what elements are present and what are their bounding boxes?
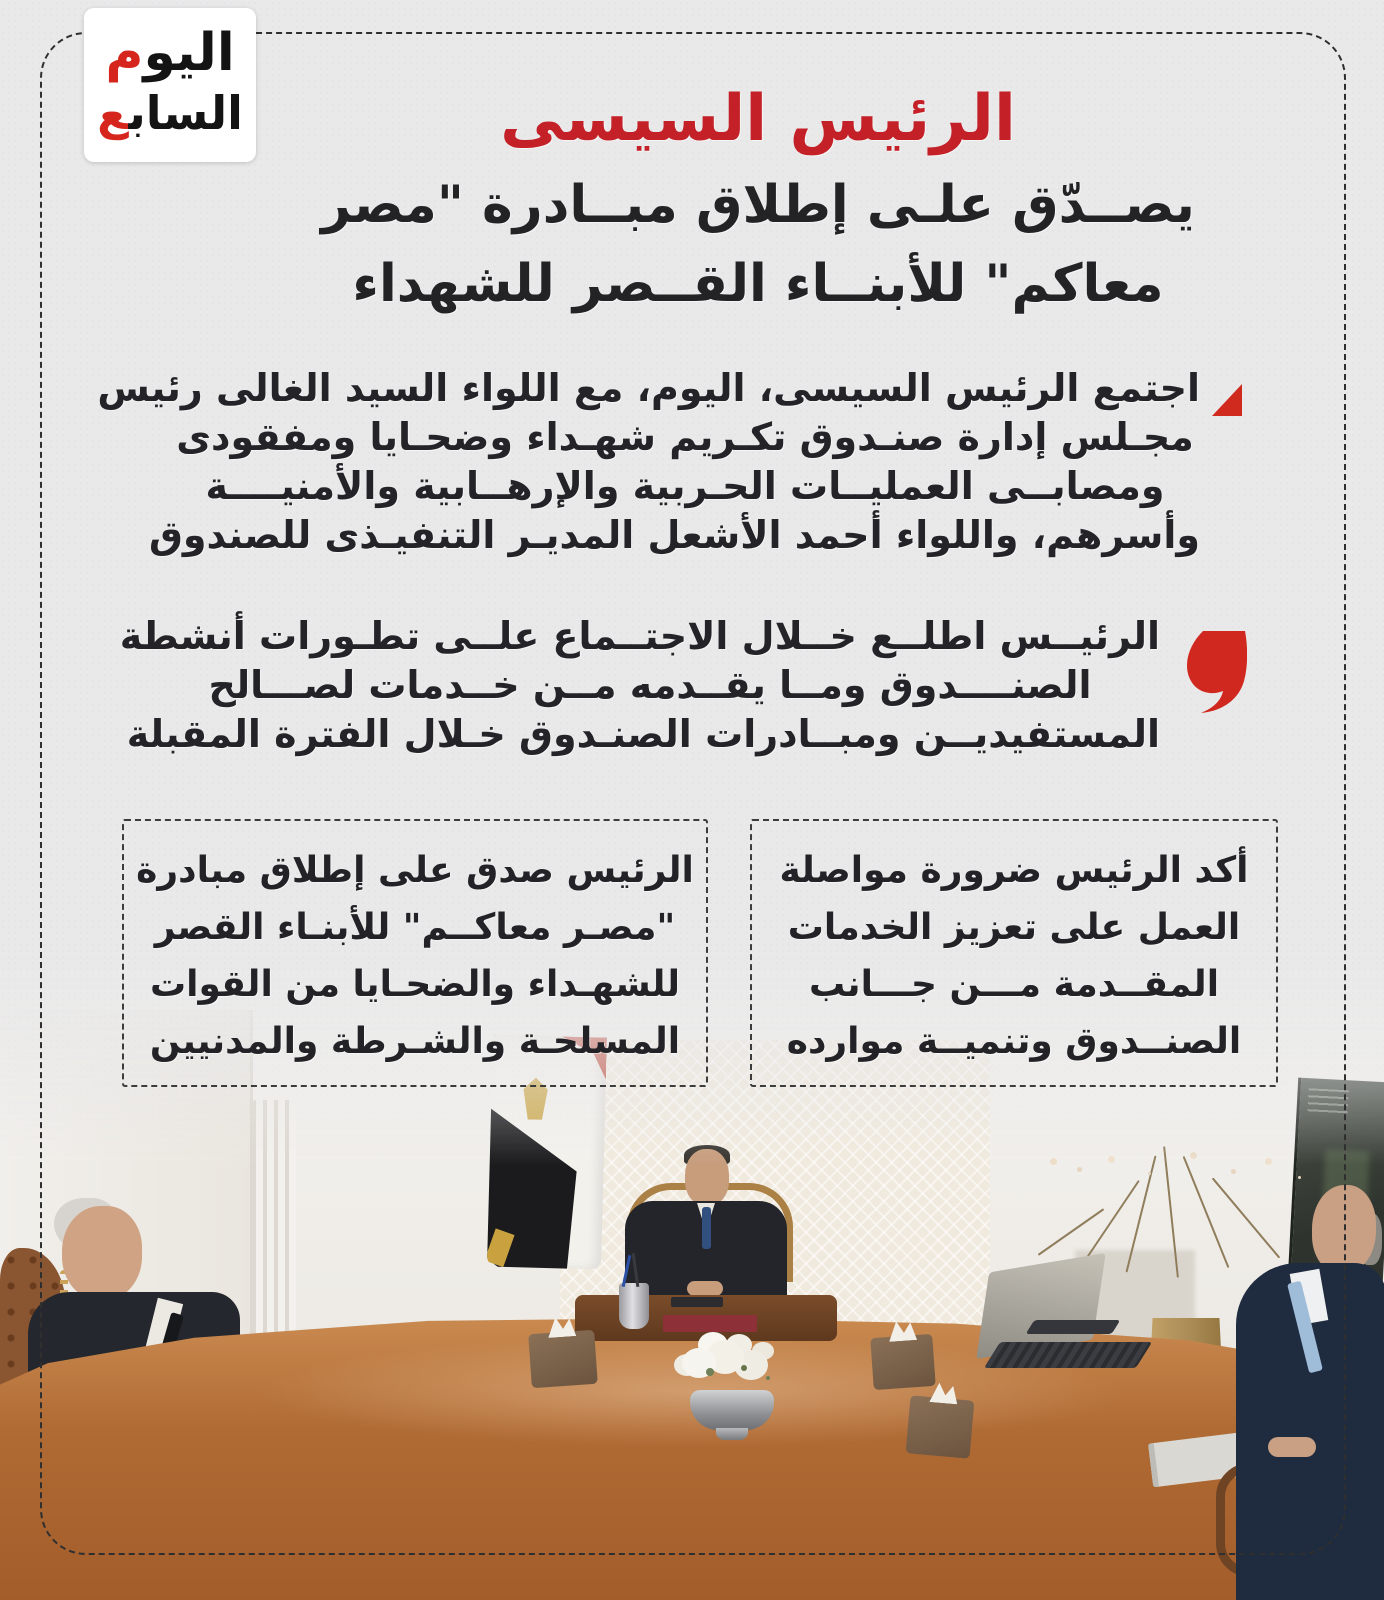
official-left-head [62,1206,142,1300]
callout-line: العمل على تعزيز الخدمات [787,907,1241,948]
paragraph-line: الرئيــس اطلــع خــلال الاجتــماع علــى تطـورات أنشطة [119,614,1160,658]
headline-title-line: معاكم" للأبنــاء القــصر للشهداء [352,254,1164,314]
callout-line: الصنــدوق وتنميــة موارده [786,1021,1242,1062]
official-right [1230,1185,1384,1600]
blossoms [1050,1158,1057,1165]
red-folder [663,1315,757,1332]
callout-line: المسلحـة والشـرطة والمدنيين [149,1021,681,1062]
red-triangle-icon [1212,384,1242,416]
sisi-hands [687,1281,723,1296]
paragraph-line: الصنــــدوق ومــا يقــدمه مــن خــدمات لصـــالح [208,663,1092,707]
paragraph-line: ومصابــى العمليــات الحـربية والإرهــابية والأمنيــــة [205,464,1165,508]
phone-on-table [1026,1320,1121,1334]
screen-text-lines [1307,1088,1348,1116]
quote-paragraph [119,612,1160,759]
official-right-hand [1268,1437,1316,1457]
callout-line: للشهـداء والضحـايا من القوات [149,964,681,1005]
tissue-box [528,1330,598,1388]
phone-on-desk [671,1297,723,1307]
youm7-logo [84,8,256,162]
callout-line: "مصـر معاكــم" للأبنـاء القصر [154,907,676,948]
callout-line: أكد الرئيس ضرورة مواصلة [779,850,1249,891]
callout-line: المقــدمة مـــن جـــانب [808,964,1220,1005]
tissue-box [870,1334,935,1390]
flower-leaves [706,1368,714,1376]
paragraph-line: اجتمع الرئيس السيسى، اليوم، مع اللواء السيد الغالى رئيس [97,366,1200,410]
callout-line: الرئيس صدق على إطلاق مبادرة [136,850,694,891]
paragraph-line: مجـلس إدارة صنـدوق تكـريم شهـداء وضحـايا ومفقودى [176,415,1194,459]
sisi-head [685,1149,729,1205]
president-sisi [605,1145,805,1345]
callout-box-right [750,819,1278,1087]
sisi-tie [702,1207,711,1249]
paragraph-line: وأسرهم، واللواء أحمد الأشعل المديـر التنفيـذى للصندوق [148,513,1200,557]
laptop-keyboard [984,1342,1152,1368]
silver-flower-bowl [690,1390,774,1430]
callout-box-left [122,819,708,1087]
tissue-box [906,1395,975,1458]
lead-paragraph [97,364,1200,560]
pen-cup [619,1283,649,1329]
logo-line-1: اليوم [105,23,235,83]
headline-title [130,166,1384,324]
paragraph-line: المستفيديــن ومبــادرات الصنـدوق خـلال الفترة المقبلة [126,712,1160,756]
official-right-head [1312,1185,1376,1273]
logo-line-2: الساب‍‍ع [97,86,243,140]
red-comma-icon [1183,628,1247,716]
headline-kicker: الرئيس السيسى [500,82,1016,156]
headline-title-line: يصــدّق علـى إطلاق مبــادرة "مصر [321,175,1195,235]
bowl-foot [716,1428,748,1440]
